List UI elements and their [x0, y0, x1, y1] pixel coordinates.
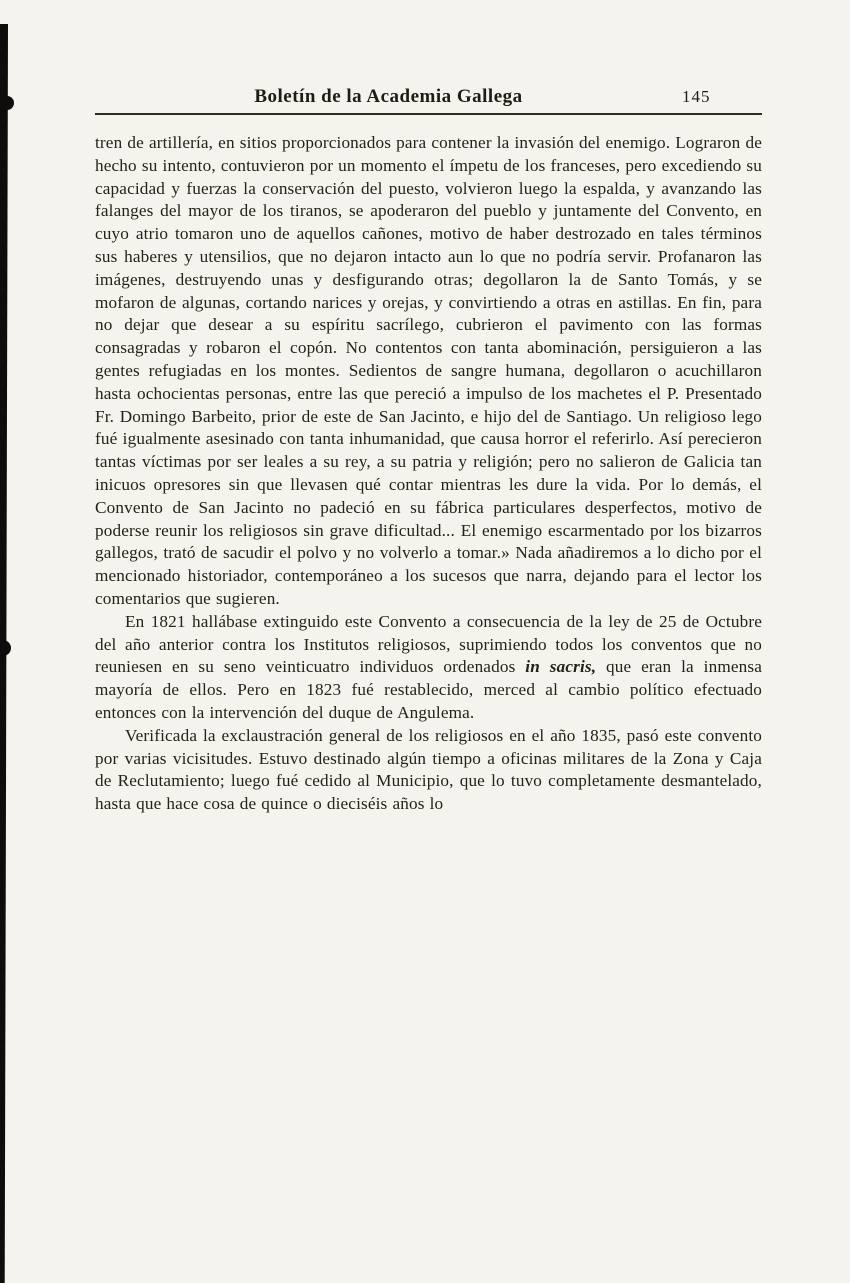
paragraph-1835: Verificada la exclaustración general de los religiosos en el año 1835, pasó este convento por varias vicisitudes. Estuvo destinado algún tiempo a oficinas militares de la Zona y Caja de Reclutamiento; luego fué cedido al Municipio, que lo tuvo completamente desmantelado, hasta que hace cosa de quince o dieciséis años lo [95, 725, 762, 814]
paragraph-text: En 1821 hallábase extinguido este Convento a consecuencia de la ley de 25 de Octubre del año anterior contra los Institutos religiosos, suprimiendo todos los conventos que no reuniesen en su seno veinticuatro individuos ordenados [95, 611, 762, 677]
body-text [95, 132, 762, 816]
scan-artifact-mark [0, 640, 11, 656]
journal-title: Boletín de la Academia Gallega [254, 86, 523, 107]
header-rule [95, 113, 762, 115]
latin-phrase: in sacris, [525, 657, 597, 677]
scan-artifact-mark [0, 96, 14, 110]
paragraph-1821 [95, 611, 762, 725]
page-number: 145 [682, 87, 711, 106]
page-header [95, 86, 762, 108]
paragraph-text: que eran la inmensa mayoría de ellos. Pero en 1823 fué restablecido, merced al cambio político efectuado entonces con la intervención del duque de Angulema. [95, 657, 762, 722]
page-content [95, 86, 762, 816]
paragraph-continuation: tren de artillería, en sitios proporcionados para contener la invasión del enemigo. Lograron de hecho su intento, contuvieron por un momento el ímpetu de los franceses, pero excediendo su capacidad y fuerzas la conservación del puesto, volvieron luego la espalda, y avanzando las falanges del mayor de los tiranos, se apoderaron del pueblo y juntamente del Convento, en cuyo atrio tomaron uno de aquellos cañones, motivo de haber destrozado en tales términos sus haberes y utensilios, que no dejaron intacto aun lo que no podría servir. Profanaron las imágenes, destruyendo unas y desfigurando otras; degollaron la de Santo Tomás, y se mofaron de algunas, cortando narices y orejas, y convirtiendo a otras en astillas. En fin, para no dejar que desear a su espíritu sacrílego, cubrieron el pavimento con las formas consagradas y robaron el copón. No contentos con tanta abominación, persiguieron a las gentes refugiadas en los montes. Sedientos de sangre humana, degollaron o acuchillaron hasta ochocientas personas, entre las que pereció a impulso de los machetes el P. Presentado Fr. Domingo Barbeito, prior de este de San Jacinto, e hijo del de Santiago. Un religioso lego fué igualmente asesinado con tanta inhumanidad, que causa horror el referirlo. Así perecieron tantas víctimas por ser leales a su rey, a su patria y religión; pero no salieron de Galicia tan inicuos opresores sin que llevasen qué contar mientras les dure la vida. Por lo demás, el Convento de San Jacinto no padeció en su fábrica particulares desperfectos, motivo de poderse reunir los religiosos sin grave dificultad... El enemigo escarmentado por los bizarros gallegos, trató de sacudir el polvo y no volverlo a tomar.» Nada añadiremos a lo dicho por el mencionado historiador, contemporáneo a los sucesos que narra, dejando para el lector los comentarios que sugieren. [95, 133, 762, 608]
